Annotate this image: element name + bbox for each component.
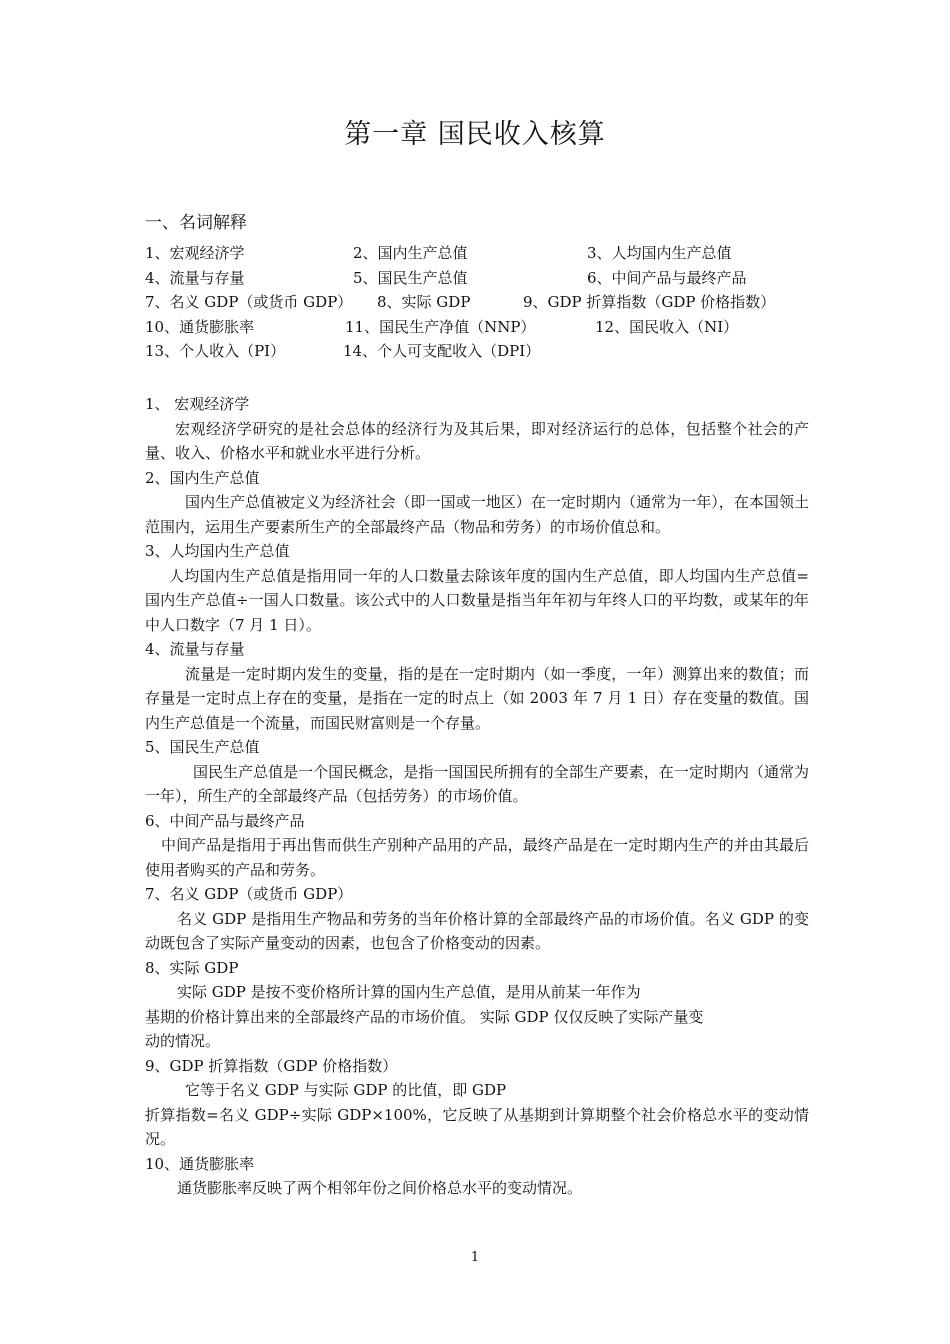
term-item: 6、中间产品与最终产品 [587,268,747,287]
term-row [145,291,815,316]
definition-line: 它等于名义 GDP 与实际 GDP 的比值，即 GDP [185,1081,507,1099]
definition-text: 宏观经济学研究的是社会总体的经济行为及其后果，即对经济运行的总体，包括整个社会的产量、收入、价格水平和就业水平进行分析。 [145,419,809,462]
definition-heading: 2、国内生产总值 [145,468,260,487]
definition-line: 基期的价格计算出来的全部最终产品的市场价值。 实际 GDP 仅仅反映了实际产量变 [145,1007,704,1026]
definition-section [145,637,809,735]
definition-heading: 1、 宏观经济学 [145,395,250,413]
definition-section [145,735,809,809]
definition-heading: 3、人均国内生产总值 [145,542,290,560]
term-row [145,267,815,292]
definition-text: 通货膨胀率反映了两个相邻年份之间价格总水平的变动情况。 [177,1179,583,1197]
definition-text: 名义 GDP 是指用生产物品和劳务的当年价格计算的全部最终产品的市场价值。名义 GDP 的变动既包含了实际产量变动的因素，也包含了价格变动的因素。 [145,909,809,952]
definition-text: 人均国内生产总值是指用同一年的人口数量去除该年度的国内生产总值，即人均国内生产总值=国内生产总值÷一国人口数量。该公式中的人口数量是指当年年初与年终人口的平均数，或某年的年中人口数字（7 月 1 日）。 [145,566,809,634]
definition-text: 折算指数=名义 GDP÷实际 GDP×100%，它反映了从基期到计算期整个社会价格总水平的变动情况。 [145,1105,809,1148]
term-item: 3、人均国内生产总值 [587,244,732,262]
term-item: 8、实际 GDP [377,293,471,311]
definition-text: 中间产品是指用于再出售而供生产别种产品用的产品，最终产品是在一定时期内生产的并由其最后使用者购买的产品和劳务。 [145,836,809,879]
term-list [145,242,815,365]
term-item: 9、GDP 折算指数（GDP 价格指数） [523,293,776,311]
term-item: 7、名义 GDP（或货币 GDP） [145,293,353,311]
definition-heading: 5、国民生产总值 [145,738,260,756]
page-title: 第一章 国民收入核算 [344,119,606,150]
term-item: 13、个人收入（PI） [145,342,286,360]
term-row [145,242,815,267]
term-item: 14、个人可支配收入（DPI） [343,342,541,360]
definition-section [145,539,809,637]
definition-heading: 7、名义 GDP（或货币 GDP） [145,885,353,903]
definition-heading: 4、流量与存量 [145,640,245,658]
definition-heading: 10、通货膨胀率 [145,1154,255,1173]
definition-heading: 8、实际 GDP [145,958,239,977]
definition-line: 动的情况。 [145,1032,221,1050]
definition-section [145,1054,809,1152]
definition-text: 国内生产总值被定义为经济社会（即一国或一地区）在一定时期内（通常为一年），在本国领土范围内，运用生产要素所生产的全部最终产品（物品和劳务）的市场价值总和。 [145,493,809,536]
term-item: 2、国内生产总值 [353,244,468,262]
definition-section [145,1152,809,1201]
definition-text: 流量是一定时期内发生的变量，指的是在一定时期内（如一季度，一年）测算出来的数值；而存量是一定时点上存在的变量，是指在一定的时点上（如 2003 年 7 月 1 日）存在变量的数值。国内生产总值是一个流量，而国民财富则是一个存量。 [145,664,809,732]
term-row [145,316,815,341]
term-item: 10、通货膨胀率 [145,317,255,336]
definition-line: 实际 GDP 是按不变价格所计算的国内生产总值，是用从前某一年作为 [177,983,641,1001]
definition-heading: 9、GDP 折算指数（GDP 价格指数） [145,1056,398,1075]
definition-section [145,882,809,956]
term-row [145,340,815,365]
page-number: 1 [470,1250,480,1265]
definition-section [145,956,809,1054]
definition-section [145,466,809,540]
definition-heading: 6、中间产品与最终产品 [145,811,305,830]
definition-text: 国民生产总值是一个国民概念，是指一国国民所拥有的全部生产要素，在一定时期内（通常为一年），所生产的全部最终产品（包括劳务）的市场价值。 [145,762,809,805]
term-item: 12、国民收入（NI） [595,317,739,336]
term-item: 4、流量与存量 [145,268,245,287]
section-heading: 一、名词解释 [145,213,247,233]
definitions [145,392,809,1201]
definition-section [145,809,809,883]
term-item: 5、国民生产总值 [353,268,468,287]
term-item: 11、国民生产净值（NNP） [345,317,536,336]
term-item: 1、宏观经济学 [145,244,245,262]
definition-section [145,392,809,466]
